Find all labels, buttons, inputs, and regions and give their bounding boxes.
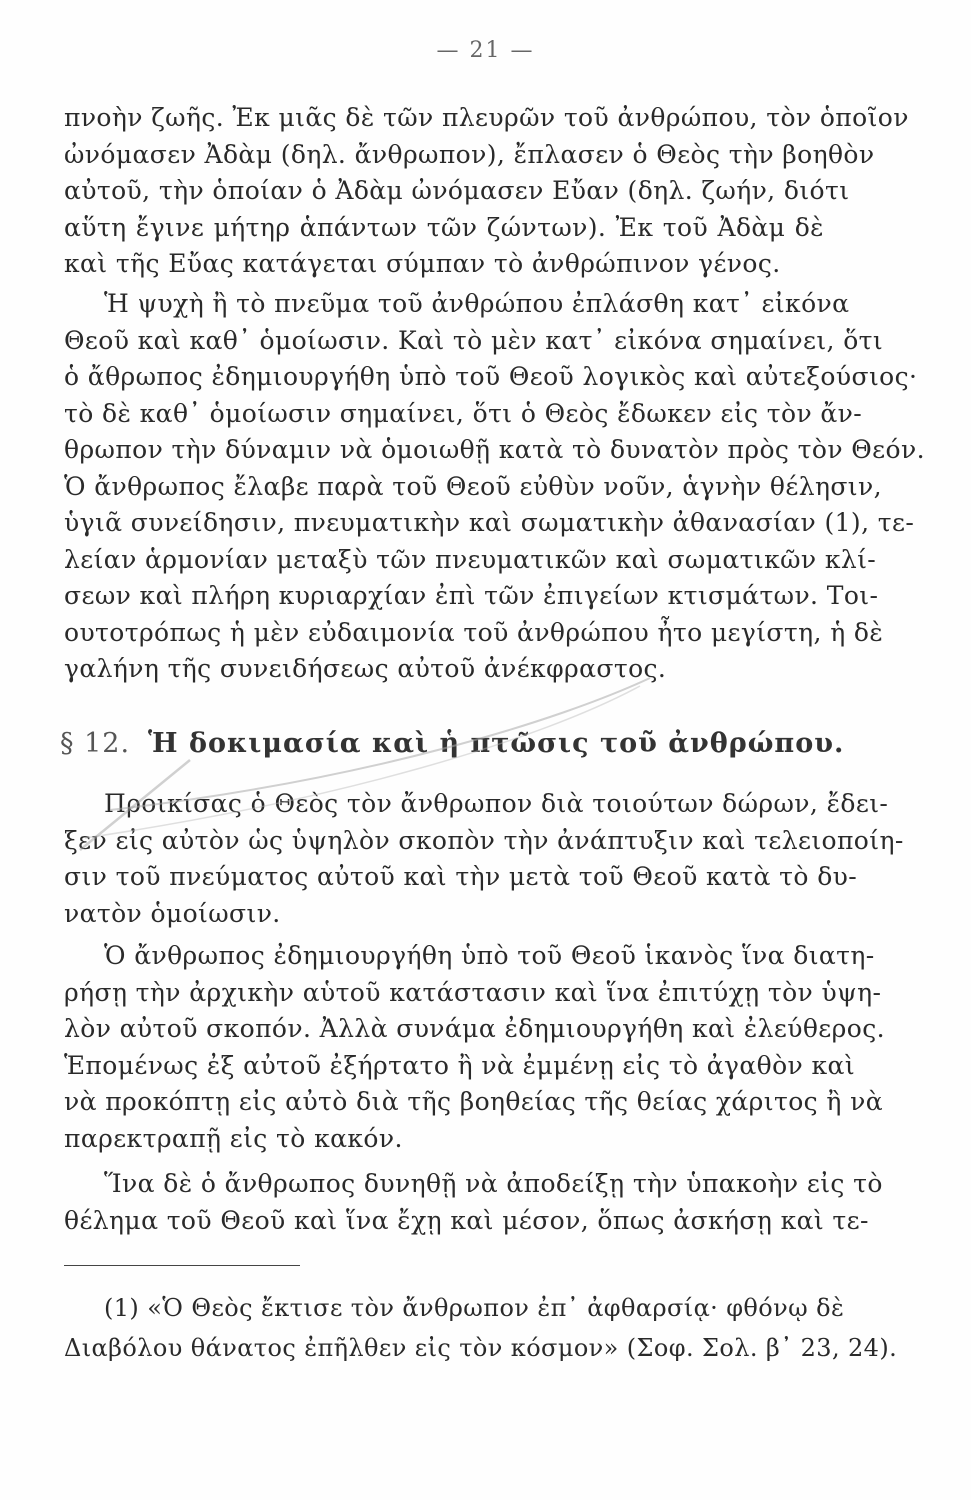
footnote-line: Διαβόλου θάνατος ἐπῆλθεν εἰς τὸν κόσμον» (Σοφ. Σολ. β᾽ 23, 24). — [64, 1334, 898, 1362]
text-line: Ἑπομένως ἐξ αὐτοῦ ἐξήρτατο ἢ νὰ ἐμμένῃ εἰς τὸ ἀγαθὸν καὶ — [64, 1050, 856, 1080]
text-line: νατὸν ὁμοίωσιν. — [64, 898, 281, 928]
text-line: ξεν εἰς αὐτὸν ὡς ὑψηλὸν σκοπὸν τὴν ἀνάπτυξιν καὶ τελειοποίη- — [64, 825, 904, 855]
page-number: — 21 — — [436, 38, 535, 63]
text-line: Προικίσας ὁ Θεὸς τὸν ἄνθρωπον διὰ τοιούτων δώρων, ἔδει- — [104, 789, 889, 818]
text-line: Ὁ ἄνθρωπος ἔλαβε παρὰ τοῦ Θεοῦ εὐθὺν νοῦν, ἁγνὴν θέλησιν, — [64, 471, 882, 501]
text-line: Θεοῦ καὶ καθ᾽ ὁμοίωσιν. Καὶ τὸ μὲν κατ᾽ εἰκόνα σημαίνει, ὅτι — [64, 325, 884, 355]
text-line: καὶ τῆς Εὔας κατάγεται σύμπαν τὸ ἀνθρώπινον γένος. — [64, 249, 781, 278]
text-line: Ἵνα δὲ ὁ ἄνθρωπος δυνηθῇ νὰ ἀποδείξῃ τὴν ὑπακοὴν εἰς τὸ — [104, 1169, 883, 1198]
footnote-divider — [64, 1265, 300, 1266]
text-line: πνοὴν ζωῆς. Ἐκ μιᾶς δὲ τῶν πλευρῶν τοῦ ἀνθρώπου, τὸν ὁποῖον — [64, 103, 909, 132]
section-title: Ἡ δοκιμασία καὶ ἡ πτῶσις τοῦ ἀνθρώπου. — [148, 728, 845, 759]
footnote-line: (1) «Ὁ Θεὸς ἔκτισε τὸν ἄνθρωπον ἐπ᾽ ἀφθαρσίᾳ· φθόνῳ δὲ — [104, 1294, 845, 1322]
text-line: Ὁ ἄνθρωπος ἐδημιουργήθη ὑπὸ τοῦ Θεοῦ ἱκανὸς ἵνα διατη- — [104, 941, 875, 970]
paragraph-free-will — [64, 938, 885, 1157]
text-line: σεων καὶ πλήρη κυριαρχίαν ἐπὶ τῶν ἐπιγείων κτισμάτων. Τοι- — [64, 581, 879, 610]
text-line: θέλημα τοῦ Θεοῦ καὶ ἵνα ἔχῃ καὶ μέσον, ὅπως ἀσκήσῃ καὶ τε- — [64, 1205, 869, 1235]
text-line: ὠνόμασεν Ἀδὰμ (δηλ. ἄνθρωπον), ἔπλασεν ὁ Θεὸς τὴν βοηθὸν — [64, 139, 875, 169]
text-line: αὐτοῦ, τὴν ὁποίαν ὁ Ἀδὰμ ὠνόμασεν Εὔαν (δηλ. ζωήν, διότι — [64, 176, 850, 205]
text-line: σιν τοῦ πνεύματος αὐτοῦ καὶ τὴν μετὰ τοῦ Θεοῦ κατὰ τὸ δυ- — [64, 862, 858, 891]
section-number: § 12. — [60, 728, 131, 759]
text-line: λὸν αὐτοῦ σκοπόν. Ἀλλὰ συνάμα ἐδημιουργήθη καὶ ἐλεύθερος. — [64, 1014, 885, 1043]
text-line: λείαν ἁρμονίαν μεταξὺ τῶν πνευματικῶν καὶ σωματικῶν κλί- — [64, 544, 877, 574]
text-line: γαλήνη τῆς συνειδήσεως αὐτοῦ ἀνέκφραστος. — [64, 654, 667, 683]
text-line: νὰ προκόπτῃ εἰς αὐτὸ διὰ τῆς βοηθείας τῆς θείας χάριτος ἢ νὰ — [64, 1087, 883, 1116]
text-line: ρήσῃ τὴν ἀρχικὴν αὑτοῦ κατάστασιν καὶ ἵνα ἐπιτύχῃ τὸν ὑψη- — [64, 977, 882, 1007]
section-heading — [60, 728, 845, 759]
text-line: ὑγιᾶ συνείδησιν, πνευματικὴν καὶ σωματικὴν ἀθανασίαν (1), τε- — [64, 508, 915, 537]
text-line: θρωπον τὴν δύναμιν νὰ ὁμοιωθῇ κατὰ τὸ δυνατὸν πρὸς τὸν Θεόν. — [64, 435, 925, 464]
paragraph-creation-of-eve — [64, 100, 909, 283]
footnote — [64, 1288, 898, 1368]
text-line: αὕτη ἔγινε μήτηρ ἁπάντων τῶν ζώντων). Ἐκ τοῦ Ἀδὰμ δὲ — [64, 212, 824, 242]
text-line: τὸ δὲ καθ᾽ ὁμοίωσιν σημαίνει, ὅτι ὁ Θεὸς ἔδωκεν εἰς τὸν ἄν- — [64, 398, 863, 428]
text-line: παρεκτραπῇ εἰς τὸ κακόν. — [64, 1123, 403, 1153]
paragraph-soul-image-of-god — [64, 286, 925, 688]
paragraph-obedience — [64, 1166, 883, 1239]
paragraph-purpose-of-man — [64, 786, 904, 932]
text-line: ουτοτρόπως ἡ μὲν εὐδαιμονία τοῦ ἀνθρώπου ἦτο μεγίστη, ἡ δὲ — [64, 617, 884, 647]
text-line: Ἡ ψυχὴ ἢ τὸ πνεῦμα τοῦ ἀνθρώπου ἐπλάσθη κατ᾽ εἰκόνα — [104, 289, 850, 318]
text-line: ὁ ἄθρωπος ἐδημιουργήθη ὑπὸ τοῦ Θεοῦ λογικὸς καὶ αὐτεξούσιος· — [64, 362, 918, 391]
